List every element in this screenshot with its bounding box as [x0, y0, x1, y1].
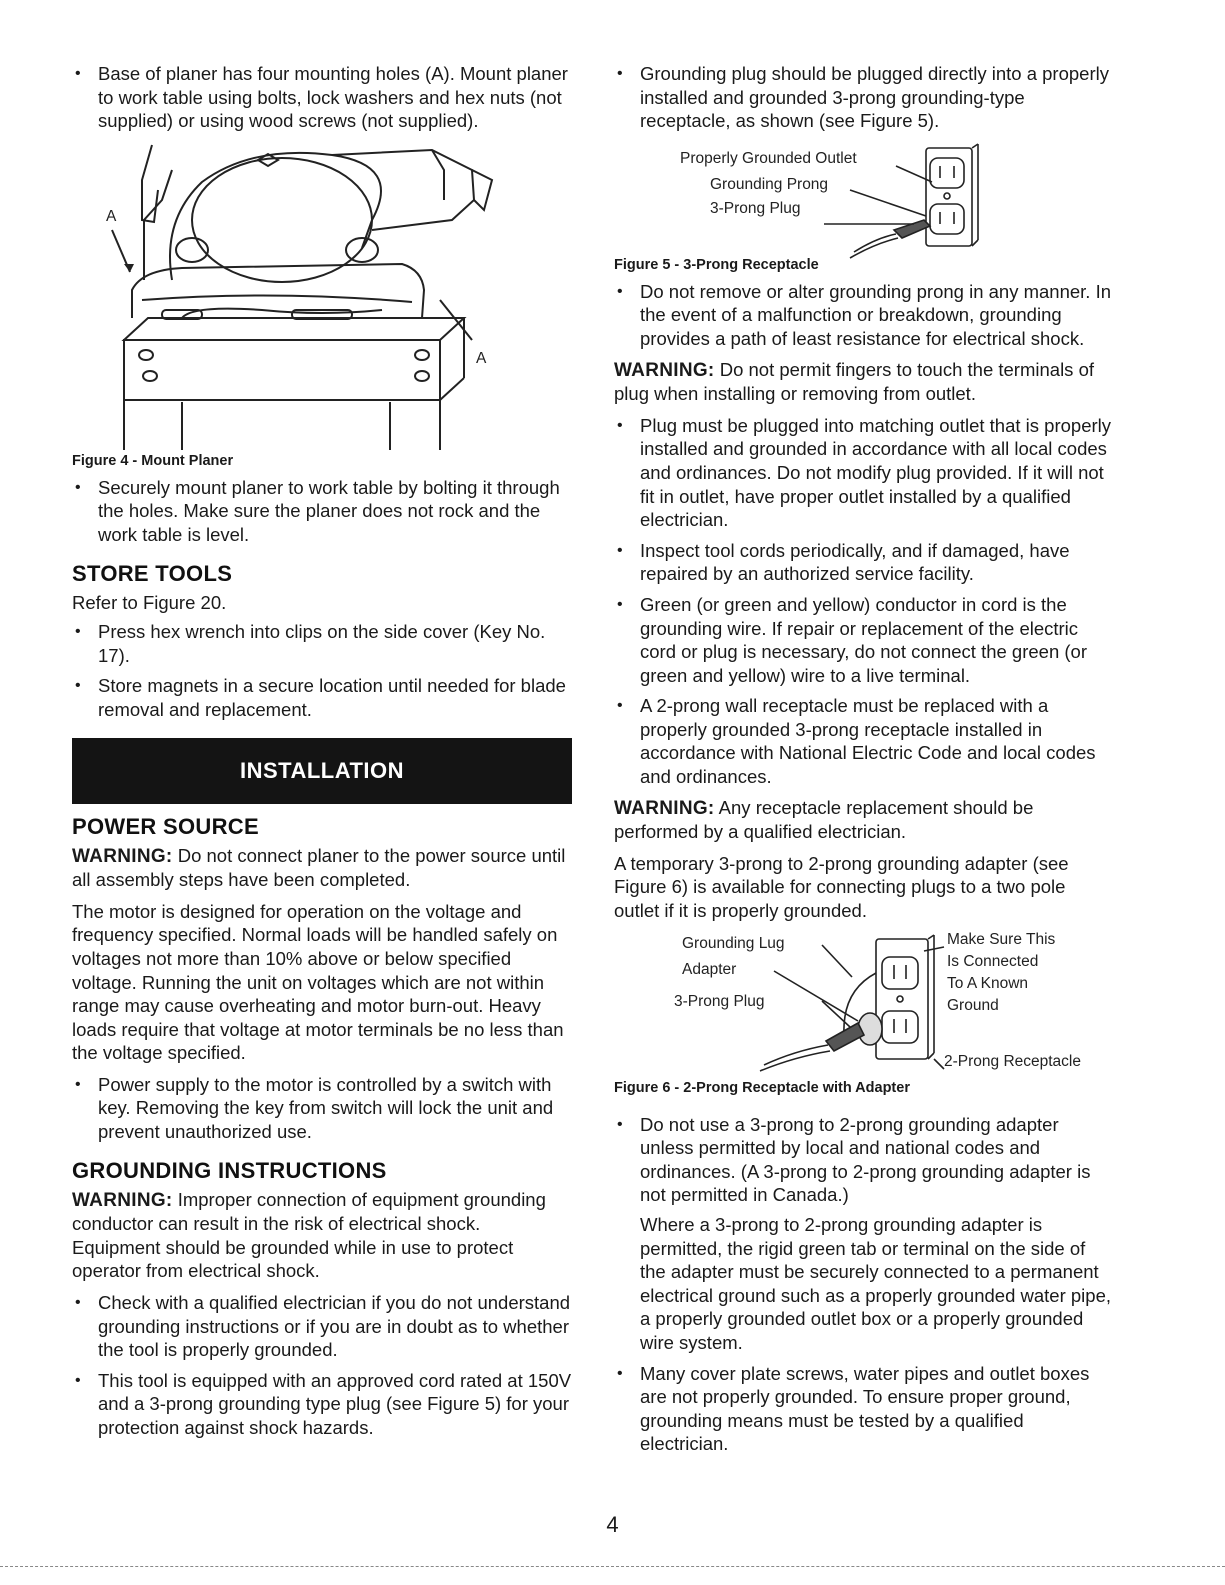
- mount-bullet: • Base of planer has four mounting holes (A). Mount planer to work table using bolts, lock washers and hex nuts (not supplied) or using wood screws (not supplied).: [72, 62, 572, 133]
- store-tools-heading: STORE TOOLS: [72, 560, 233, 586]
- warning-label: WARNING:: [614, 359, 715, 381]
- installation-banner: INSTALLATION: [72, 738, 572, 804]
- list-item: • Many cover plate screws, water pipes and outlet boxes are not properly grounded. To ensure proper ground, grounding means must be tested by a qualified electrician.: [614, 1362, 1114, 1456]
- figure-5-caption: Figure 5 - 3-Prong Receptacle: [614, 256, 819, 273]
- list-item: • Green (or green and yellow) conductor in cord is the grounding wire. If repair or replacement of the electric cord or plug is necessary, do not connect the green (or green and yellow) wire to a live terminal.: [614, 593, 1114, 687]
- label-make-sure-1: Make Sure This: [947, 930, 1056, 948]
- list-item: • This tool is equipped with an approved cord rated at 150V and a 3-prong grounding type plug (see Figure 5) for your protection against shock hazards.: [72, 1369, 572, 1440]
- warning-fingers: [614, 358, 1114, 406]
- list-item: • Plug must be plugged into matching outlet that is properly installed and grounded in accordance with all local codes and ordinances. Do not modify plug provided. If it will not fit in outlet, have proper outlet installed by a qualified electrician.: [614, 414, 1114, 532]
- figure-4-caption: Figure 4 - Mount Planer: [72, 452, 234, 469]
- adapter-bullet-text: Do not use a 3-prong to 2-prong grounding adapter unless permitted by local and national codes and ordinances. (A 3-prong to 2-prong grounding adapter is not permitted in Canada.): [640, 1113, 1091, 1206]
- plug-list: [614, 62, 1114, 133]
- list-item: • Store magnets in a secure location until needed for blade removal and replacement.: [72, 674, 572, 721]
- warning-replacement: [614, 796, 1114, 844]
- label-grounding-prong: Grounding Prong: [710, 175, 829, 193]
- left-column: [72, 62, 572, 1447]
- warning-text: Improper connection of equipment grounding conductor can result in the risk of electrical shock. Equipment should be grounded while in use to protect operator from electrical shock.: [72, 1188, 546, 1282]
- label-adapter: Adapter: [682, 960, 737, 978]
- list-item: • Press hex wrench into clips on the side cover (Key No. 17).: [72, 620, 572, 667]
- label-three-prong-plug: 3-Prong Plug: [710, 199, 801, 217]
- list-item: [614, 1113, 1114, 1355]
- label-three-prong-plug: 3-Prong Plug: [674, 992, 765, 1010]
- label-a-left: A: [106, 207, 117, 225]
- label-two-prong-receptacle: 2-Prong Receptacle: [944, 1052, 1081, 1070]
- figure-4: [72, 140, 572, 450]
- figure-6-caption: Figure 6 - 2-Prong Receptacle with Adapter: [614, 1079, 910, 1096]
- mount-planer-illustration: [72, 140, 572, 450]
- warning-text: Any receptacle replacement should be performed by a qualified electrician.: [614, 796, 1034, 843]
- figure-5: [614, 140, 1114, 260]
- grounding-heading: GROUNDING INSTRUCTIONS: [72, 1157, 387, 1183]
- secure-bullet: • Securely mount planer to work table by bolting it through the holes. Make sure the planer does not rock and the work table is level.: [72, 476, 572, 547]
- power-source-heading: POWER SOURCE: [72, 813, 259, 839]
- power-paragraph: The motor is designed for operation on the voltage and frequency specified. Normal loads will be handled safely on voltages not more than 10% above or below specified voltage. Running the unit on voltages which are not within range may cause overheating and motor burn-out. Heavy loads require that voltage at motor terminals be no less than the voltage specified.: [72, 900, 564, 1064]
- list-item: • Check with a qualified electrician if you do not understand grounding instructions or if you are in doubt as to whether the tool is properly grounded.: [72, 1291, 572, 1362]
- label-make-sure-3: To A Known: [947, 974, 1029, 992]
- list-item: • Inspect tool cords periodically, and if damaged, have repaired by an authorized service facility.: [614, 539, 1114, 586]
- secure-list: [72, 476, 572, 547]
- bottom-rule: [0, 1566, 1225, 1567]
- warning-label: WARNING:: [614, 797, 715, 819]
- label-make-sure-2: Is Connected: [947, 952, 1039, 970]
- label-a-right: A: [476, 349, 487, 367]
- right-column: [614, 62, 1114, 1463]
- grounding-warning: [72, 1188, 572, 1283]
- adapter-indent-text: Where a 3-prong to 2-prong grounding adapter is permitted, the rigid green tab or terminal on the side of the adapter must be securely connected to a permanent electrical ground such as a properly grounded water pipe, a properly grounded outlet box or a properly grounded wire system.: [640, 1214, 1112, 1353]
- adapter-paragraph: A temporary 3-prong to 2-prong grounding adapter (see Figure 6) is available for connecting plugs to a two pole outlet if it is properly grounded.: [614, 852, 1069, 922]
- power-warning: [72, 844, 572, 892]
- page-number: 4: [606, 1512, 619, 1537]
- mount-list: [72, 62, 572, 133]
- prong-list: [614, 280, 1114, 351]
- warning-label: WARNING:: [72, 1189, 173, 1211]
- label-make-sure-4: Ground: [947, 996, 999, 1014]
- label-properly-grounded-outlet: Properly Grounded Outlet: [680, 149, 857, 167]
- figure-6: [614, 931, 1114, 1073]
- warning-text: Do not permit fingers to touch the terminals of plug when installing or removing from outlet.: [614, 358, 1094, 405]
- label-grounding-lug: Grounding Lug: [682, 934, 785, 952]
- power-list: [72, 1073, 572, 1144]
- adapter-list: [614, 1113, 1114, 1456]
- plug-bullet: • Grounding plug should be plugged directly into a properly installed and grounded 3-prong grounding-type receptacle, as shown (see Figure 5).: [614, 62, 1114, 133]
- plug-rules-list: [614, 414, 1114, 789]
- list-item: • A 2-prong wall receptacle must be replaced with a properly grounded 3-prong receptacle installed in accordance with National Electric Code and local codes and ordinances.: [614, 694, 1114, 788]
- grounding-list: [72, 1291, 572, 1440]
- store-tools-list: [72, 620, 572, 721]
- warning-label: WARNING:: [72, 845, 173, 867]
- store-tools-intro: Refer to Figure 20.: [72, 591, 227, 613]
- list-item: • Power supply to the motor is controlled by a switch with key. Removing the key from switch will lock the unit and prevent unauthorized use.: [72, 1073, 572, 1144]
- prong-bullet: • Do not remove or alter grounding prong in any manner. In the event of a malfunction or breakdown, grounding provides a path of least resistance for electrical shock.: [614, 280, 1114, 351]
- warning-text: Do not connect planer to the power source until all assembly steps have been completed.: [72, 844, 566, 891]
